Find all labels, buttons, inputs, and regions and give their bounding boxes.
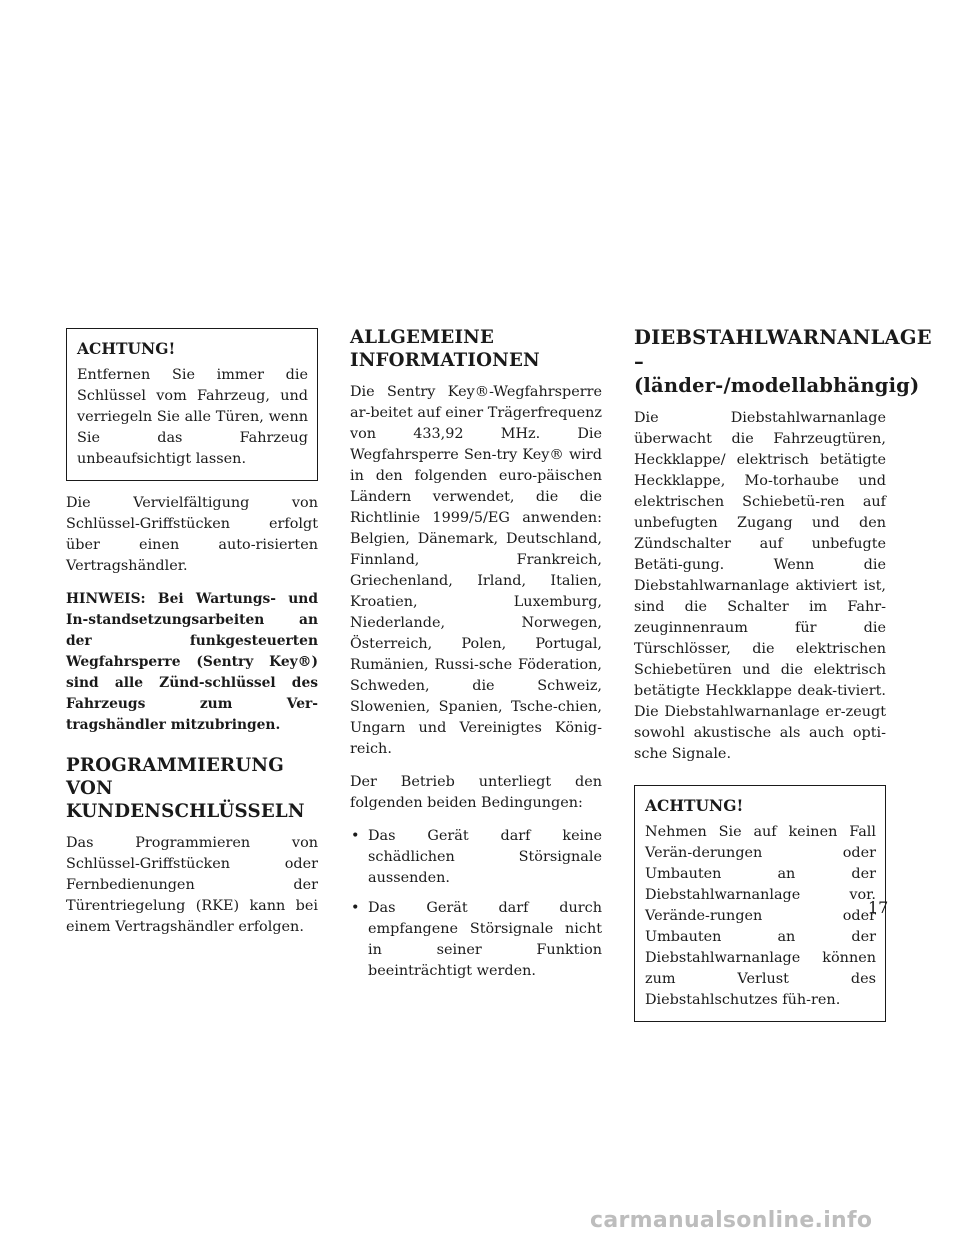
section-heading-alarm: DIEBSTAHLWARNANLAGE – (länder-/modellabhängig) [634, 326, 932, 397]
section-heading-programming: PROGRAMMIERUNG VON KUNDENSCHLÜSSELN [66, 755, 305, 822]
warning-title: ACHTUNG! [77, 339, 176, 358]
conditions-list [350, 826, 602, 982]
column-left [66, 328, 318, 950]
list-item: • Das Gerät darf durch empfangene Störsignale nicht in seiner Funktion beeinträchtigt werden. [351, 900, 602, 979]
warning-text: Nehmen Sie auf keinen Fall Verän-derungen oder Umbauten an der Diebstahlwarnanlage vor. Verände-rungen oder Umbauten an der Diebstahlwarnanlage können zum Verlust des Diebstahlschutzes füh-ren. [645, 824, 876, 1008]
column-right [634, 326, 932, 1034]
sentry-key-paragraph: Die Sentry Key®-Wegfahrsperre ar-beitet auf einer Trägerfrequenz von 433,92 MHz. Die Wegfahrsperre Sen-try Key® wird in den folgenden euro-päischen Ländern verwendet, die die Richtlinie 1999/5/EG anwenden: Belgien, Dänemark, Deutschland, Finnland, Frankreich, Griechenland, Irland, Italien, Kroatien, Luxemburg, Niederlande, Norwegen, Österreich, Polen, Portugal, Rumänien, Russi-sche Föderation, Schweden, die Schweiz, Slowenien, Spanien, Tsche-chien, Ungarn und Vereinigtes König-reich. [350, 384, 602, 757]
warning-box [66, 328, 318, 481]
list-item: • Das Gerät darf keine schädlichen Störsignale aussenden. [351, 828, 602, 886]
programming-paragraph: Das Programmieren von Schlüssel-Griffstücken oder Fernbedienungen der Türentriegelung (RKE) kann bei einem Vertragshändler erfolgen. [66, 835, 318, 935]
conditions-intro-paragraph: Der Betrieb unterliegt den folgenden beiden Bedingungen: [350, 774, 602, 811]
section-heading-general-info: ALLGEMEINE INFORMATIONEN [350, 327, 540, 371]
warning-title: ACHTUNG! [645, 796, 744, 815]
column-middle [350, 328, 602, 994]
warning-text: Entfernen Sie immer die Schlüssel vom Fahrzeug, und verriegeln Sie alle Türen, wenn Sie das Fahrzeug unbeaufsichtigt lassen. [77, 367, 308, 467]
bullet-icon: • [351, 828, 360, 844]
key-duplication-paragraph: Die Vervielfältigung von Schlüssel-Griffstücken erfolgt über einen auto-risierten Vertragshändler. [66, 495, 318, 574]
bullet-icon: • [351, 900, 360, 916]
note-paragraph: HINWEIS: Bei Wartungs- und In-standsetzungsarbeiten an der funkgesteuerten Wegfahrsperre (Sentry Key®) sind alle Zünd-schlüssel des Fahrzeugs zum Ver-tragshändler mitzubringen. [66, 591, 318, 733]
watermark: carmanualsonline.info [590, 1208, 873, 1233]
warning-box [634, 785, 889, 1022]
page-number: 17 [868, 898, 889, 917]
alarm-paragraph: Die Diebstahlwarnanlage überwacht die Fahrzeugtüren, Heckklappe/ elektrisch betätigte Heckklappe, Mo-torhaube und elektrischen Schiebetü-ren auf unbefugten Zugang und den Zündschalter auf unbefugte Betäti-gung. Wenn die Diebstahlwarnanlage aktiviert ist, sind die Schalter im Fahr-zeuginnenraum für die Türschlösser, die elektrischen Schiebetüren und die elektrisch betätigte Heckklappe deak-tiviert. Die Diebstahlwarnanlage er-zeugt sowohl akustische als auch opti-sche Signale. [634, 410, 886, 762]
